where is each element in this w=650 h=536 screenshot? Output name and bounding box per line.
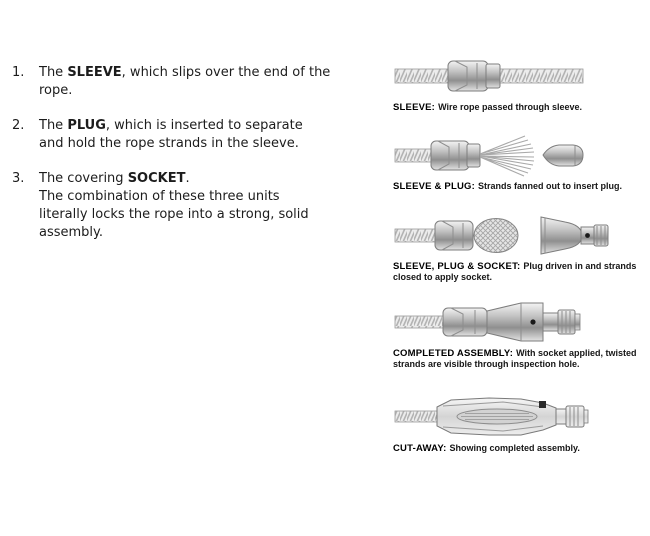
figure-caption bbox=[393, 443, 649, 454]
list-item-text: , which slips over the end of the rope. bbox=[39, 65, 331, 98]
figure-caption-label: COMPLETED ASSEMBLY: bbox=[393, 348, 514, 359]
figure-caption-label: CUT-AWAY: bbox=[393, 443, 447, 454]
figure-caption-label: SLEEVE & PLUG: bbox=[393, 181, 475, 192]
list-item-body bbox=[39, 117, 331, 153]
figure-cut-away bbox=[393, 393, 649, 454]
list-item-term: PLUG bbox=[67, 118, 106, 133]
list-item-number: 1. bbox=[12, 65, 25, 80]
list-item bbox=[12, 64, 346, 100]
figure-caption bbox=[393, 102, 649, 113]
list-item-body bbox=[39, 170, 331, 242]
sleeve-plug-socket-illustration bbox=[393, 213, 618, 259]
figure-sleeve-plug-socket bbox=[393, 213, 649, 282]
figure-completed-assembly bbox=[393, 298, 649, 369]
list-item-term: SOCKET bbox=[127, 171, 186, 186]
sleeve-and-plug-illustration bbox=[393, 133, 618, 179]
list-item-number: 3. bbox=[12, 171, 25, 186]
figure-caption-text: Plug driven in and strands closed to apply socket. bbox=[393, 261, 637, 282]
figure-caption-label: SLEEVE, PLUG & SOCKET: bbox=[393, 261, 521, 272]
list-item-number: 2. bbox=[12, 118, 25, 133]
instruction-list bbox=[12, 64, 346, 259]
figure-caption-label: SLEEVE: bbox=[393, 102, 436, 113]
figure-caption bbox=[393, 348, 649, 369]
list-item-text: The bbox=[39, 118, 68, 133]
figure-caption bbox=[393, 261, 649, 282]
figure-caption-text: With socket applied, twisted strands are visible through inspection hole. bbox=[393, 348, 637, 369]
list-item-text: , which is inserted to separate and hold the rope strands in the sleeve. bbox=[39, 118, 303, 151]
completed-assembly-illustration bbox=[393, 298, 618, 346]
list-item-text: The bbox=[39, 65, 68, 80]
figure-caption bbox=[393, 181, 649, 192]
list-item bbox=[12, 170, 346, 242]
list-item bbox=[12, 117, 346, 153]
sleeve-on-rope-illustration bbox=[393, 54, 618, 100]
figure-caption-text: Wire rope passed through sleeve. bbox=[438, 102, 583, 112]
list-item-text: The covering bbox=[39, 171, 128, 186]
list-item-extra: The combination of these three units literally locks the rope into a strong, solid assembly. bbox=[39, 189, 309, 240]
figure-sleeve-plug bbox=[393, 133, 649, 192]
cut-away-illustration bbox=[393, 393, 618, 441]
list-item-text: . bbox=[185, 171, 190, 186]
list-item-term: SLEEVE bbox=[67, 65, 122, 80]
figure-caption-text: Showing completed assembly. bbox=[449, 443, 580, 453]
list-item-body bbox=[39, 64, 331, 100]
figure-sleeve bbox=[393, 54, 649, 113]
figure-caption-text: Strands fanned out to insert plug. bbox=[477, 181, 622, 191]
